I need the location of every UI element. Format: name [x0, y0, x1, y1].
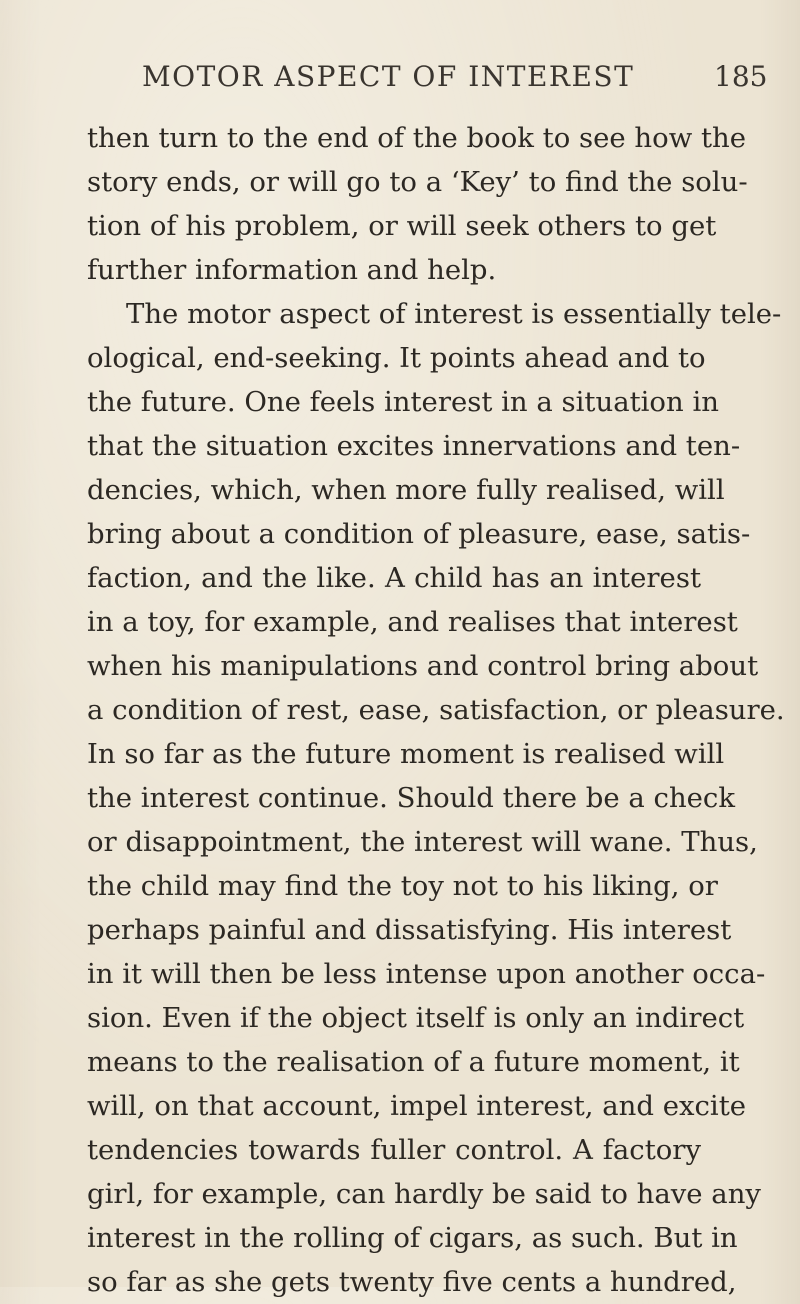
text-line: The motor aspect of interest is essentially tele- — [126, 298, 782, 330]
text-line: when his manipulations and control bring about — [87, 650, 759, 682]
text-line: ological, end-seeking. It points ahead and to — [87, 342, 706, 374]
text-line: interest in the rolling of cigars, as such. But in — [87, 1222, 738, 1254]
text-line: the interest continue. Should there be a check — [87, 782, 735, 814]
text-line: or disappointment, the interest will wane. Thus, — [87, 826, 758, 858]
text-line: in it will then be less intense upon another occa- — [87, 958, 766, 990]
text-line: dencies, which, when more fully realised, will — [87, 474, 725, 506]
text-line: then turn to the end of the book to see how the — [87, 122, 747, 154]
text-line: further information and help. — [87, 254, 497, 286]
running-title: MOTOR ASPECT OF INTEREST — [142, 60, 635, 93]
text-line: so far as she gets twenty five cents a hundred, — [87, 1266, 737, 1298]
text-line: faction, and the like. A child has an interest — [87, 562, 701, 594]
text-line: that the situation excites innervations and ten- — [87, 430, 741, 462]
text-line: story ends, or will go to a ‘Key’ to find the solu- — [87, 166, 748, 198]
page-number: 185 — [714, 60, 768, 93]
text-line: will, on that account, impel interest, and excite — [87, 1090, 747, 1122]
text-line: In so far as the future moment is realised will — [87, 738, 725, 770]
text-line: in a toy, for example, and realises that interest — [87, 606, 738, 638]
text-line: bring about a condition of pleasure, ease, satis- — [87, 518, 751, 550]
text-line: girl, for example, can hardly be said to have any — [87, 1178, 761, 1210]
text-line: a condition of rest, ease, satisfaction, or pleasure. — [87, 694, 785, 726]
text-line: tion of his problem, or will seek others to get — [87, 210, 717, 242]
running-head — [0, 60, 800, 100]
text-line: sion. Even if the object itself is only an indirect — [87, 1002, 745, 1034]
text-line: the future. One feels interest in a situation in — [87, 386, 719, 418]
text-line: perhaps painful and dissatisfying. His interest — [87, 914, 732, 946]
text-line: means to the realisation of a future moment, it — [87, 1046, 740, 1078]
text-line: tendencies towards fuller control. A factory — [87, 1134, 701, 1166]
text-line: the child may find the toy not to his liking, or — [87, 870, 718, 902]
